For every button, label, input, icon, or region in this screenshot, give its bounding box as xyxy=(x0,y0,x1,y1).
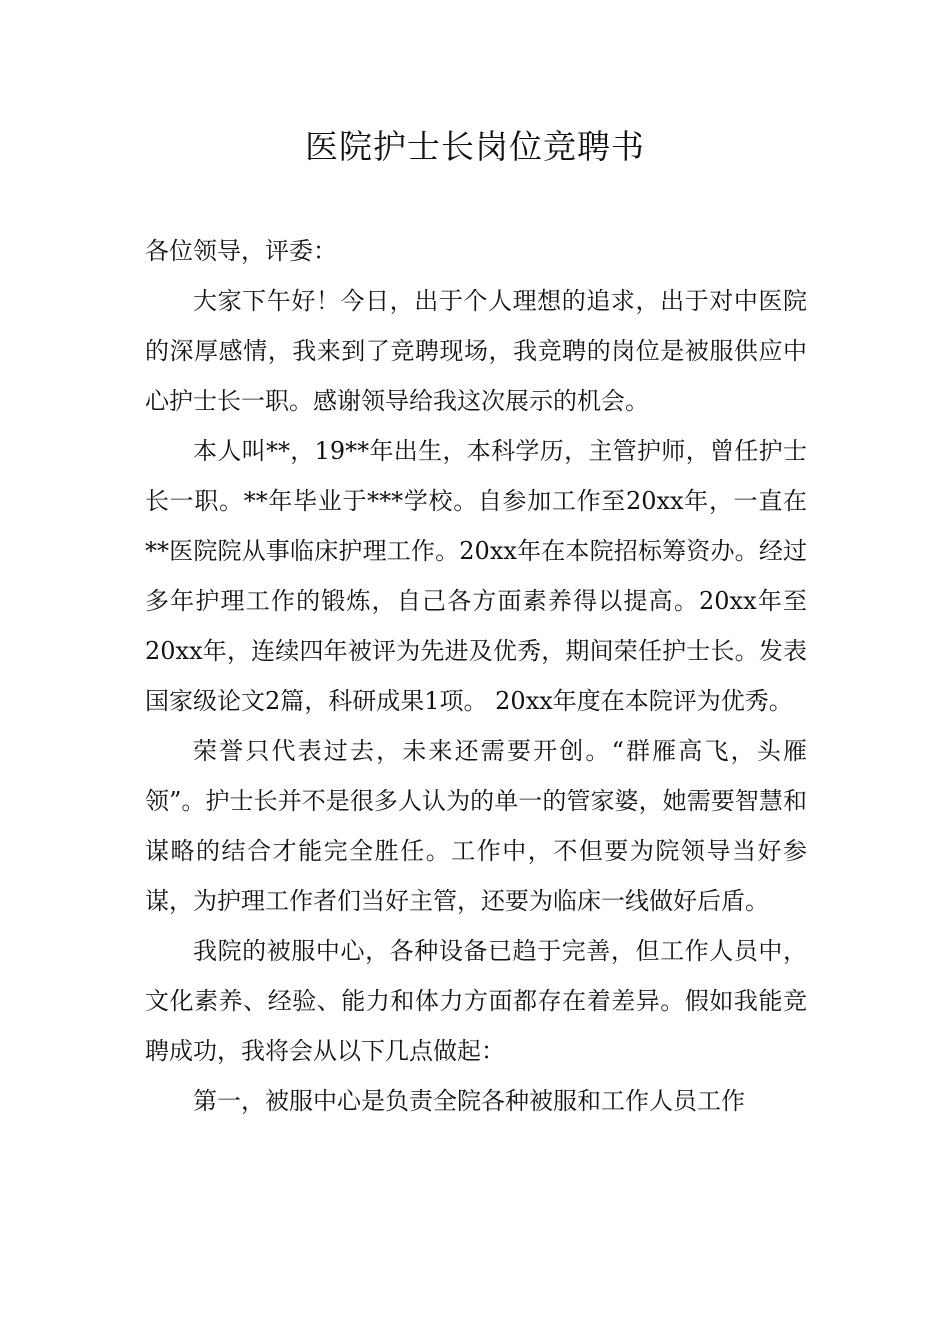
document-title: 医院护士长岗位竞聘书 xyxy=(305,127,645,166)
paragraph-background: 本人叫**，19**年出生，本科学历，主管护师，曾任护士长一职。**年毕业于***学校。自参加工作至20xx年，一直在**医院院从事临床护理工作。20xx年在本院招标筹资办。经过多年护理工作的锻炼，自己各方面素养得以提高。20xx年至20xx年，连续四年被评为先进及优秀，期间荣任护士长。发表国家级论文2篇，科研成果1项。 20xx年度在本院评为优秀。 xyxy=(145,437,807,715)
paragraph-plan-intro: 我院的被服中心，各种设备已趋于完善，但工作人员中，文化素养、经验、能力和体力方面都存在着差异。假如我能竞聘成功，我将会从以下几点做起： xyxy=(145,937,807,1065)
paragraph-point-one: 第一，被服中心是负责全院各种被服和工作人员工作 xyxy=(193,1087,745,1115)
paragraph-greeting: 大家下午好！今日，出于个人理想的追求，出于对中医院的深厚感情，我来到了竞聘现场，我竞聘的岗位是被服供应中心护士长一职。感谢领导给我这次展示的机会。 xyxy=(145,287,807,415)
document-body xyxy=(145,226,807,1126)
salutation: 各位领导，评委： xyxy=(145,237,337,265)
paragraph-honor: 荣誉只代表过去，未来还需要开创。“群雁高飞，头雁领”。护士长并不是很多人认为的单一的管家婆，她需要智慧和谋略的结合才能完全胜任。工作中，不但要为院领导当好参谋，为护理工作者们当好主管，还要为临床一线做好后盾。 xyxy=(145,737,807,915)
